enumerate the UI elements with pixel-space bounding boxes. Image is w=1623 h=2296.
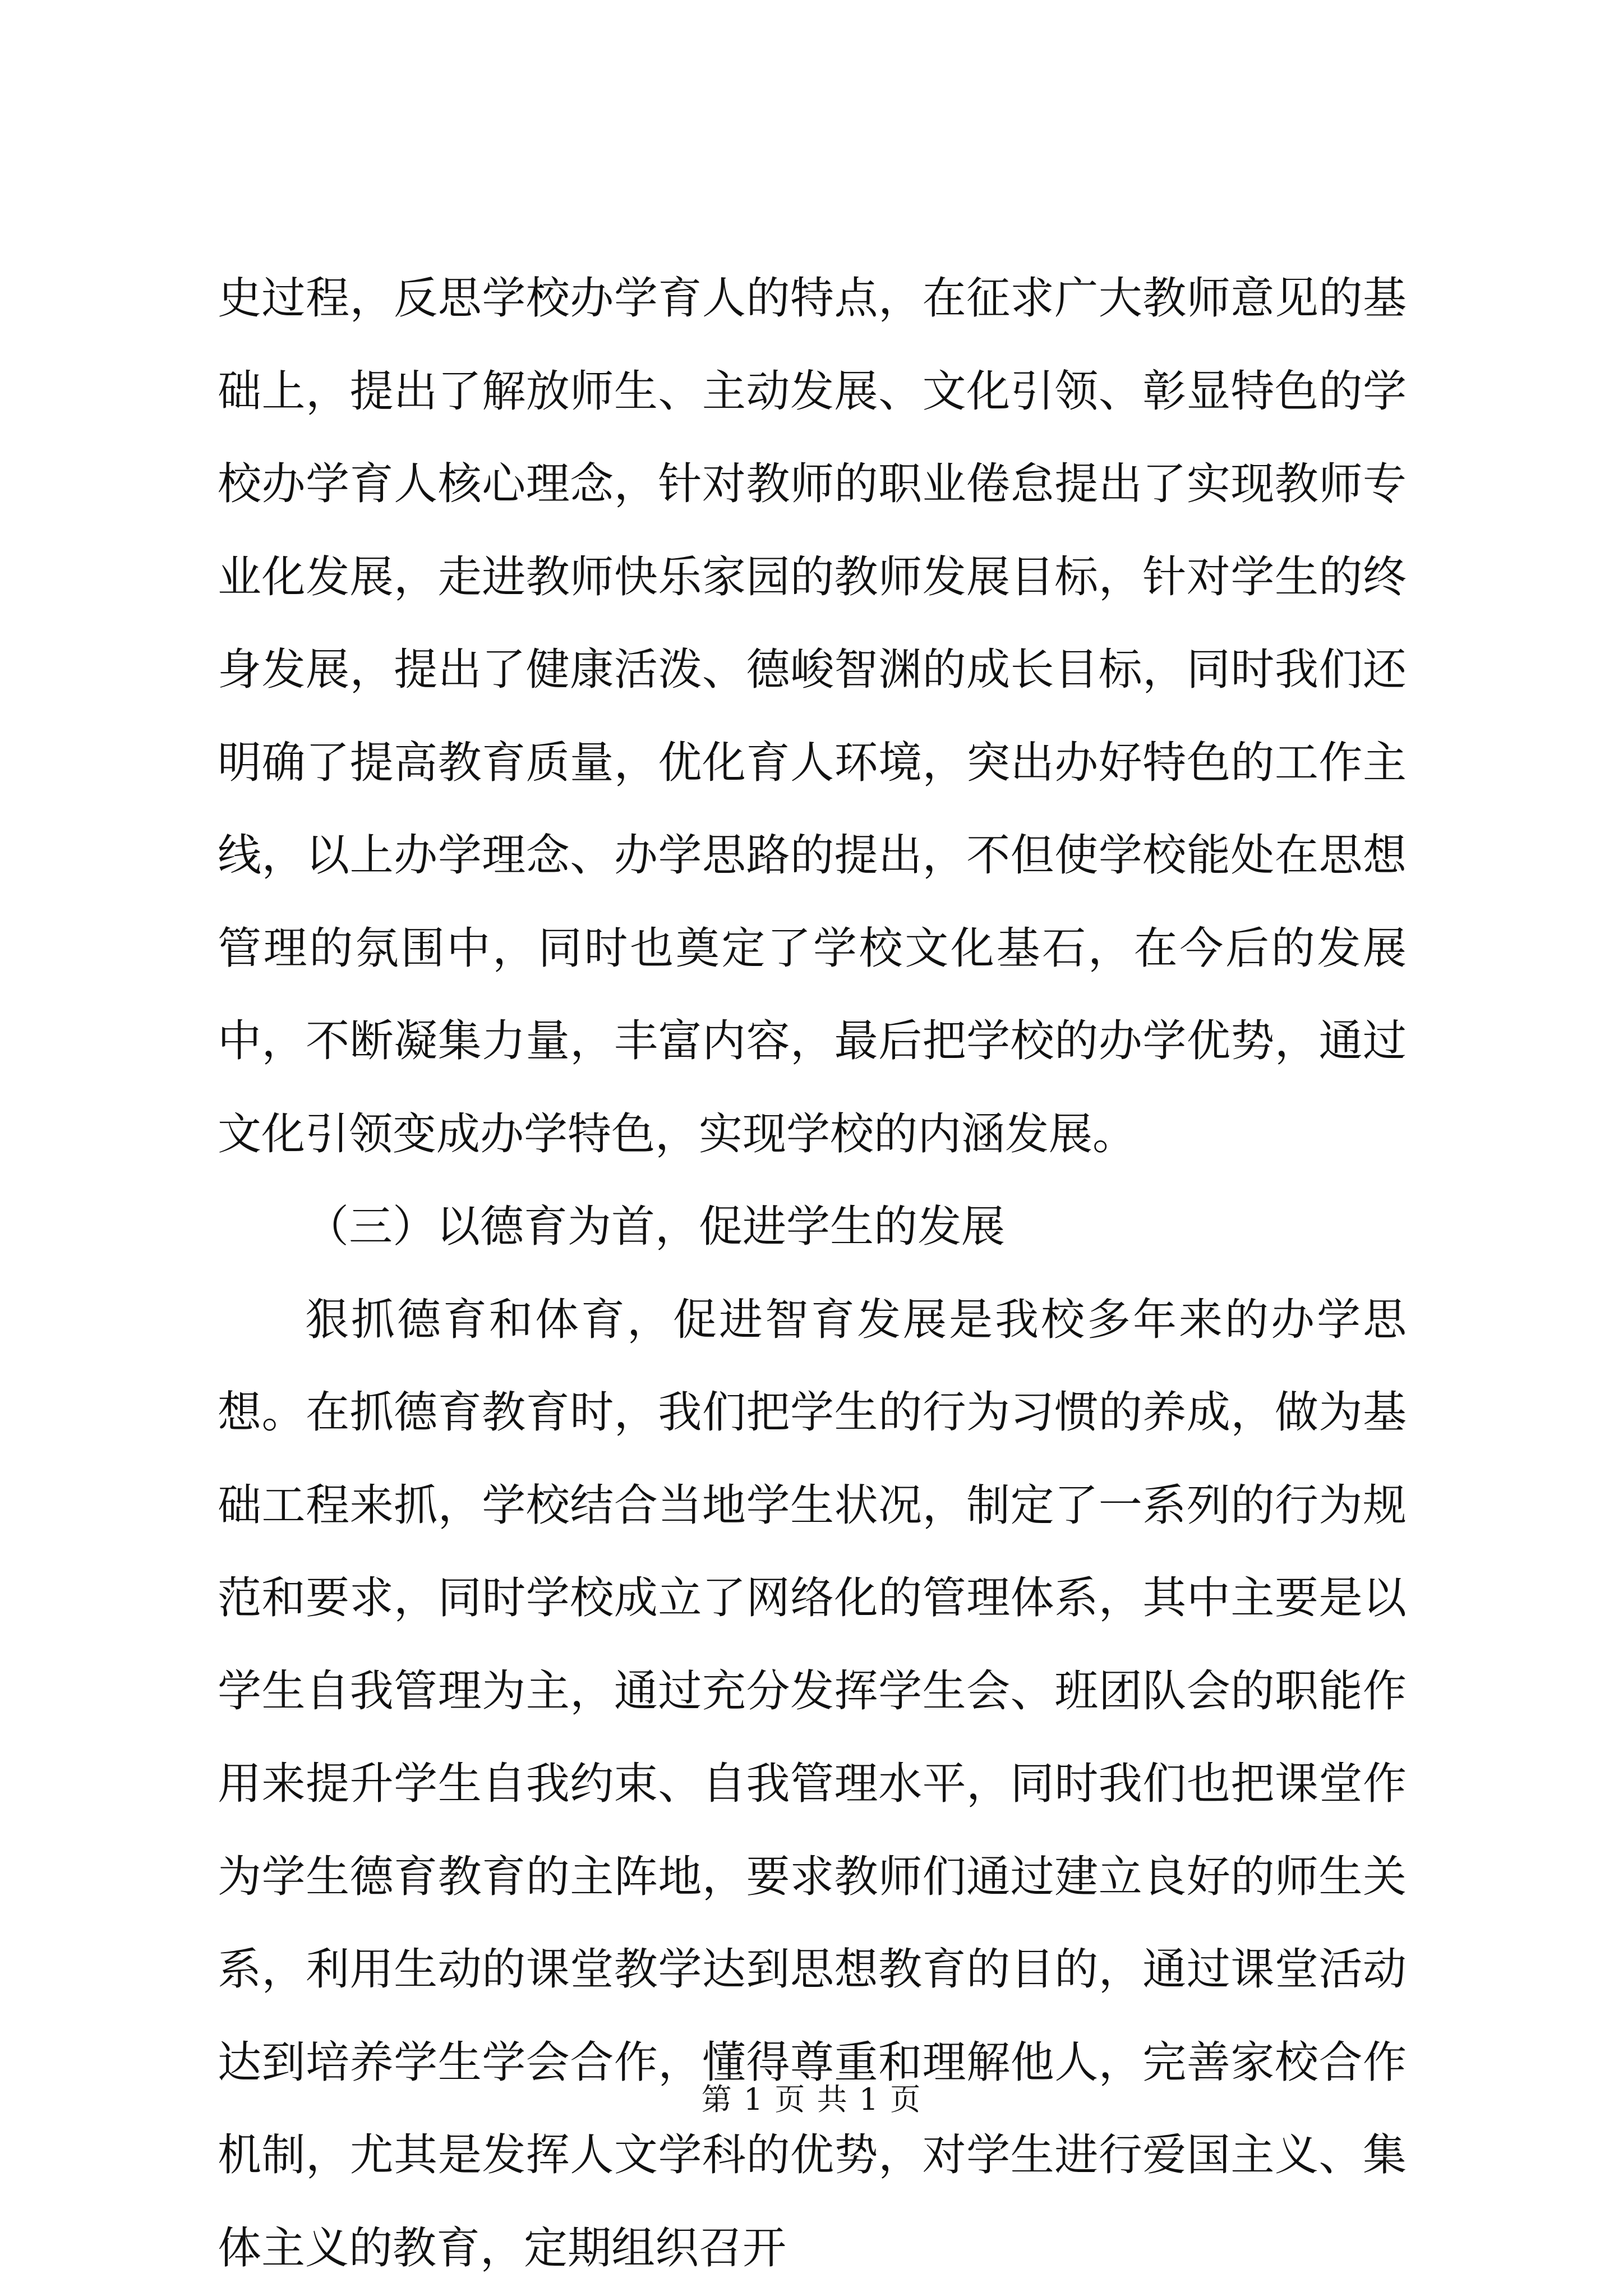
paragraph-continuation: 史过程，反思学校办学育人的特点，在征求广大教师意见的基础上，提出了解放师生、主动发展、文化引领、彰显特色的学校办学育人核心理念，针对教师的职业倦怠提出了实现教师专业化发展，走进教师快乐家园的教师发展目标，针对学生的终身发展，提出了健康活泼、德峻智渊的成长目标，同时我们还明确了提高教育质量，优化育人环境，突出办好特色的工作主线，以上办学理念、办学思路的提出，不但使学校能处在思想管理的氛围中，同时也奠定了学校文化基石，在今后的发展中，不断凝集力量，丰富内容，最后把学校的办学优势，通过文化引领变成办学特色，实现学校的内涵发展。 [218,273,1407,1159]
document-body [218,252,1407,2295]
paragraph-moral-education: 狠抓德育和体育，促进智育发展是我校多年来的办学思想。在抓德育教育时，我们把学生的行为习惯的养成，做为基础工程来抓，学校结合当地学生状况，制定了一系列的行为规范和要求，同时学校成立了网络化的管理体系，其中主要是以学生自我管理为主，通过充分发挥学生会、班团队会的职能作用来提升学生自我约束、自我管理水平，同时我们也把课堂作为学生德育教育的主阵地，要求教师们通过建立良好的师生关系，利用生动的课堂教学达到思想教育的目的，通过课堂活动达到培养学生学会合作，懂得尊重和理解他人，完善家校合作机制，尤其是发挥人文学科的优势，对学生进行爱国主义、集体主义的教育，定期组织召开 [218,1294,1407,2274]
page-footer: 第 1 页 共 1 页 [701,2082,922,2117]
section-heading: （三）以德育为首，促进学生的发展 [305,1202,1006,1252]
